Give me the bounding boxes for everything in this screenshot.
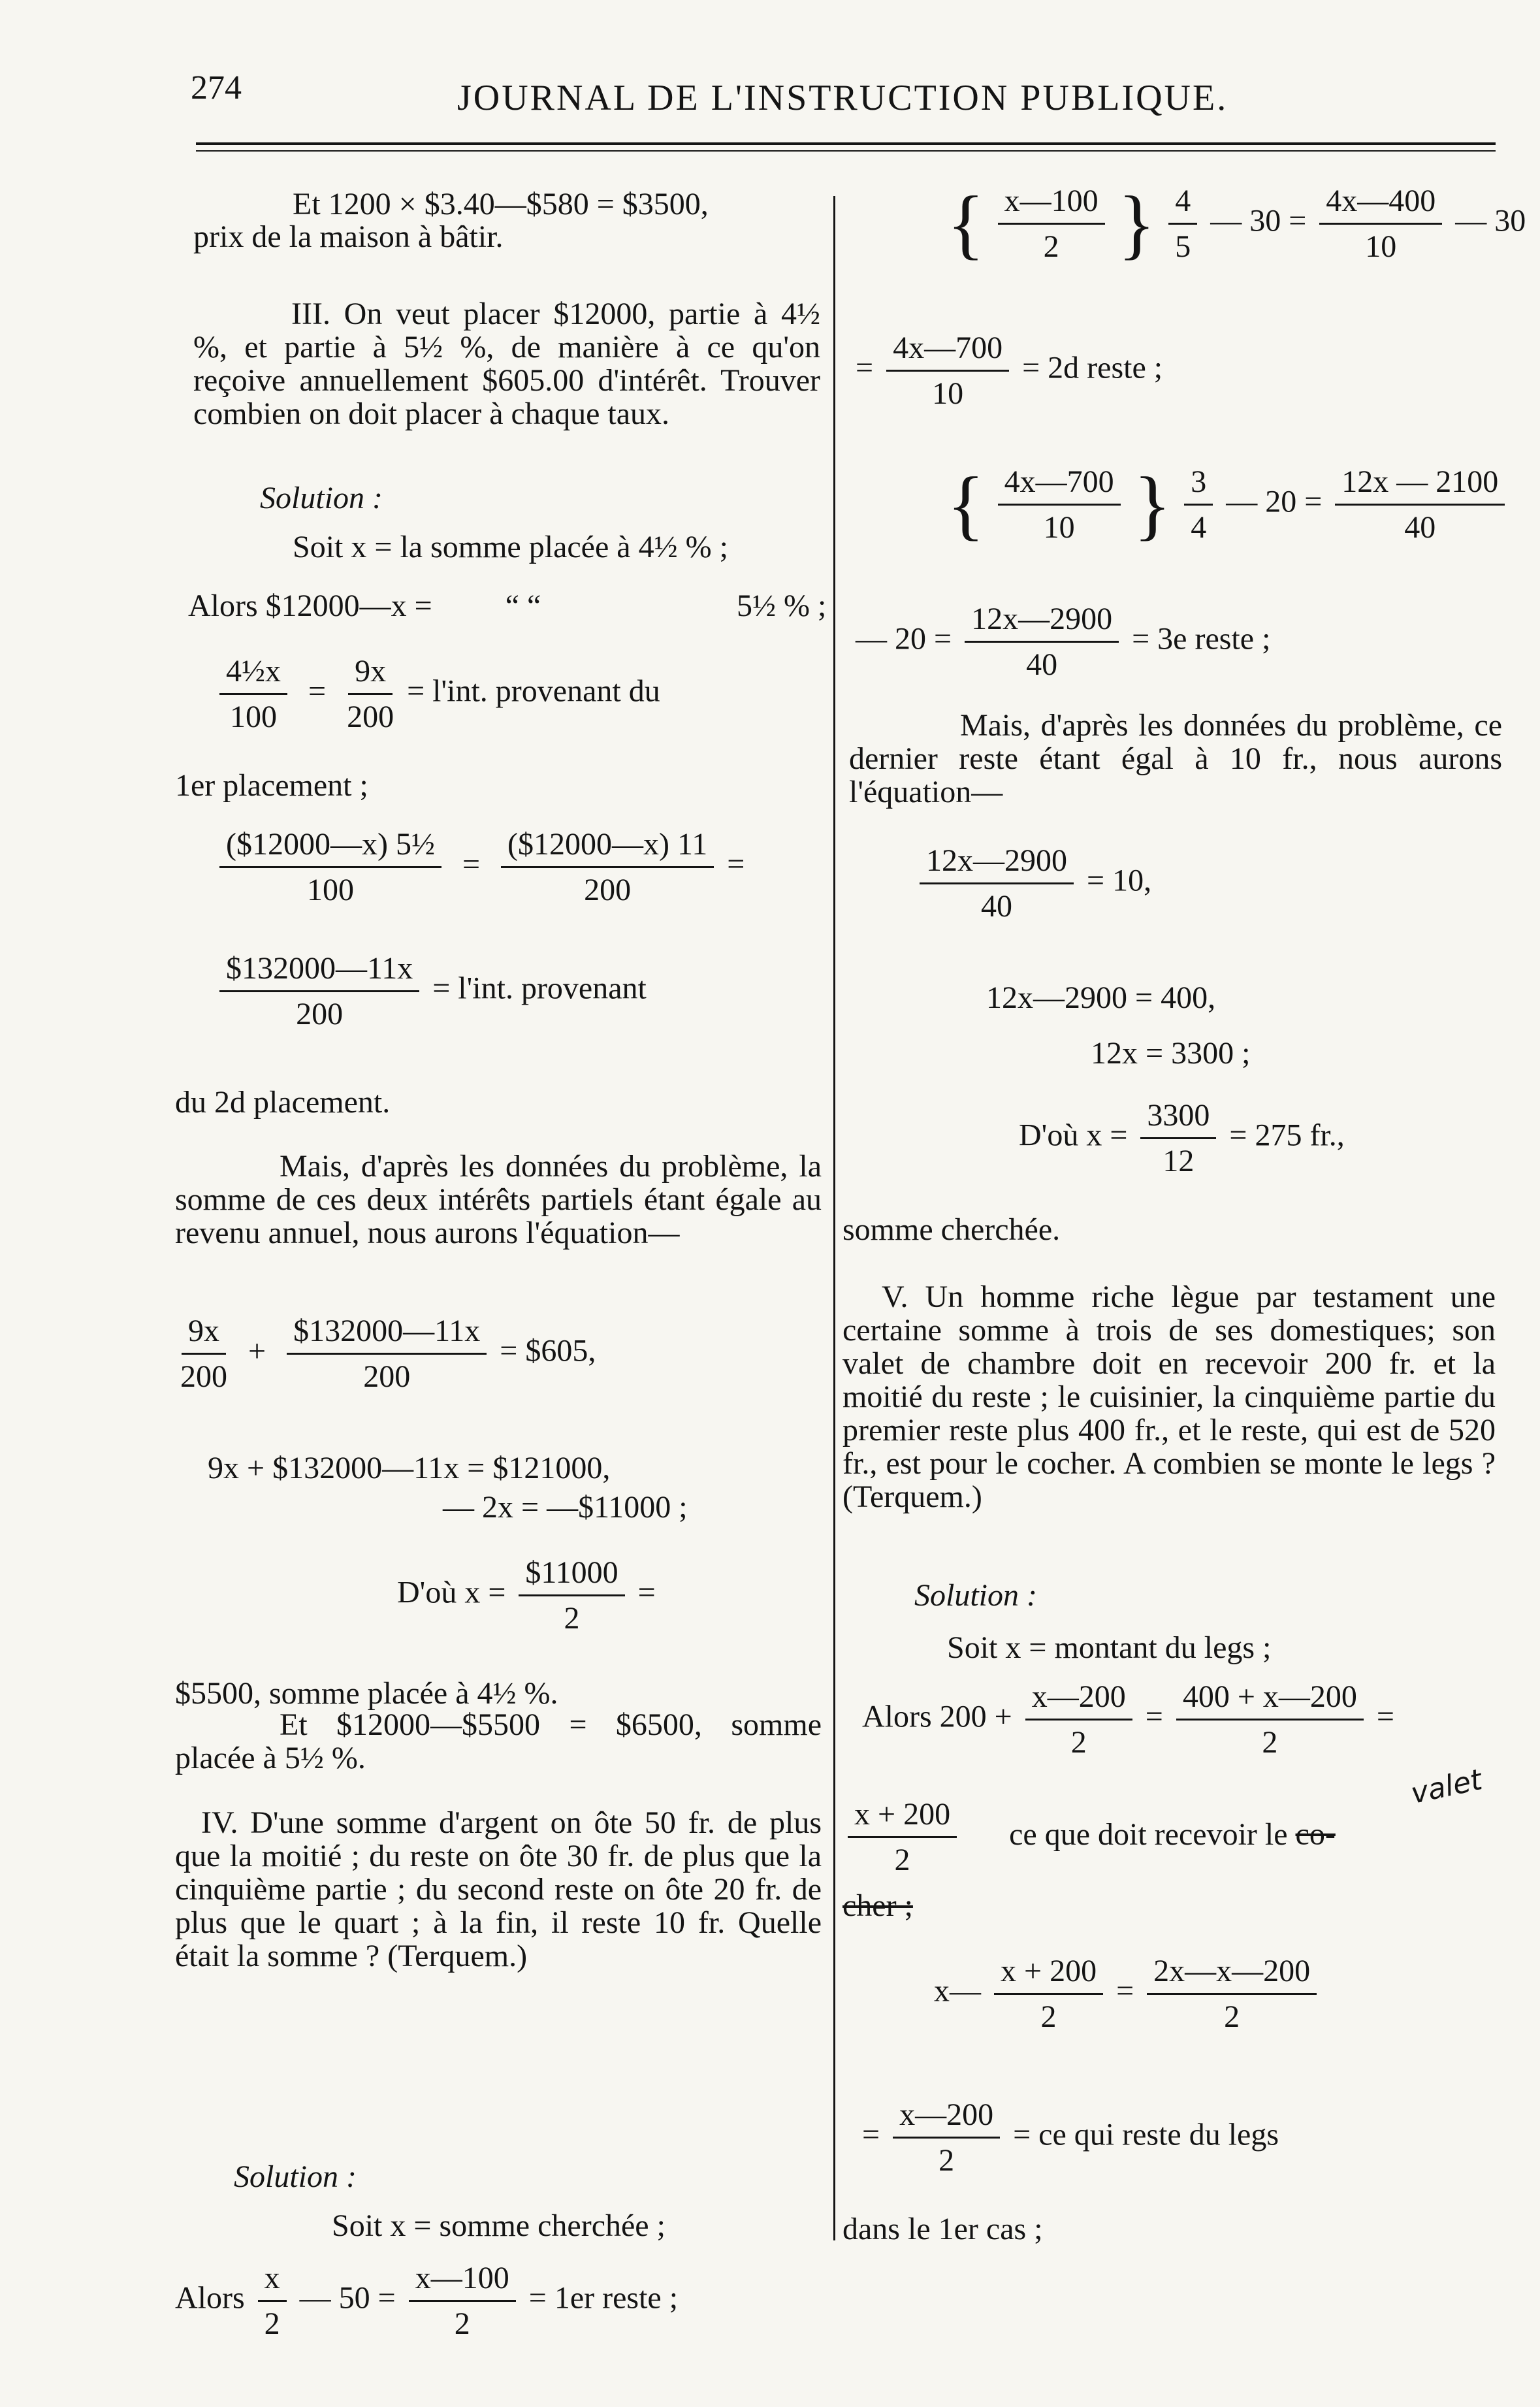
fraction bbox=[347, 653, 394, 735]
numerator: 12x — 2100 bbox=[1335, 464, 1505, 506]
text-line: dans le 1er cas ; bbox=[842, 2212, 1043, 2246]
fraction bbox=[1335, 464, 1505, 545]
denominator: 200 bbox=[584, 873, 632, 908]
fraction bbox=[219, 950, 419, 1032]
numerator: $132000—11x bbox=[219, 950, 419, 992]
fraction bbox=[920, 843, 1074, 924]
text: Alors bbox=[175, 2280, 245, 2316]
fraction bbox=[1025, 1679, 1132, 1760]
denominator: 2 bbox=[1070, 1725, 1087, 1760]
text: D'où x = bbox=[397, 1575, 506, 1610]
denominator: 100 bbox=[230, 700, 277, 735]
fraction bbox=[998, 183, 1105, 265]
text-line: prix de la maison à bâtir. bbox=[193, 219, 504, 254]
denominator: 200 bbox=[363, 1359, 411, 1395]
equation-block: $\frac{\text{4½x}}{100}$ = $\frac{9x}{200}$ = l'int. provenant du bbox=[214, 653, 660, 735]
numerator: 4x—700 bbox=[886, 330, 1009, 372]
equation-block: Alors 200 + $\frac{x—200}{2}$ = $\frac{400 + x—200}{2}$ = bbox=[862, 1679, 1394, 1760]
denominator: 40 bbox=[981, 889, 1012, 924]
fraction bbox=[994, 1953, 1103, 2035]
numerator: 3300 bbox=[1140, 1097, 1216, 1139]
struck-text: co- bbox=[1295, 1817, 1336, 1852]
text: Alors $12000—x = bbox=[188, 589, 432, 623]
equation-line: 12x—2900 = 400, bbox=[986, 980, 1216, 1015]
paragraph: Et $12000—$5500 = $6500, somme placée à 5½ %. bbox=[175, 1707, 822, 1775]
numerator: 4 bbox=[1168, 183, 1197, 225]
text: = 3e reste ; bbox=[1132, 621, 1271, 656]
fraction bbox=[1147, 1953, 1317, 2035]
text: = 2d reste ; bbox=[1022, 350, 1163, 385]
equation-line: Soit x = la somme placée à 4½ % ; bbox=[293, 530, 728, 564]
handwritten-annotation: valet bbox=[1407, 1763, 1485, 1811]
fraction bbox=[219, 826, 441, 908]
problem-iii: III. On veut placer $12000, partie à 4½ %, et partie à 5½ %, de manière à ce qu'on reçoive annuellement $605.00 d'intérêt. Trouver combien on doit placer à chaque taux. bbox=[193, 297, 820, 431]
text: D'où x = bbox=[1019, 1118, 1128, 1153]
equation-line: Soit x = montant du legs ; bbox=[947, 1630, 1272, 1665]
numerator: 9x bbox=[182, 1313, 226, 1355]
text: = $605, bbox=[500, 1333, 596, 1368]
denominator: 2 bbox=[894, 1843, 910, 1878]
denominator: 2 bbox=[1043, 229, 1059, 265]
denominator: 2 bbox=[454, 2306, 470, 2342]
numerator: 4½x bbox=[219, 653, 287, 695]
numerator: 400 + x—200 bbox=[1176, 1679, 1364, 1720]
numerator: ($12000—x) 11 bbox=[501, 826, 714, 868]
numerator: 3 bbox=[1184, 464, 1213, 506]
fraction bbox=[848, 1796, 957, 1878]
text-line: Et 1200 × $3.40—$580 = $3500, bbox=[293, 187, 709, 221]
running-head: JOURNAL DE L'INSTRUCTION PUBLIQUE. bbox=[457, 78, 1228, 118]
paragraph: Mais, d'après les données du problème, ce dernier reste étant égal à 10 fr., nous aurons l'équation— bbox=[849, 708, 1502, 809]
fraction bbox=[519, 1555, 624, 1636]
text: — 50 = bbox=[299, 2280, 396, 2316]
equation-block: D'où x = $\frac{\$11000}{2}$ = bbox=[397, 1555, 656, 1636]
text: — 30 = bbox=[1210, 203, 1307, 238]
numerator: x—200 bbox=[1025, 1679, 1132, 1720]
equation-block: { $\frac{4x—700}{10}$ } $\frac{3}{4}$ — 20 = $\frac{12x — 2100}{40}$ bbox=[947, 464, 1510, 545]
equation-block: $\frac{\text{(\$12000—x) 5½}}{100}$ = $\frac{(\$12000—x) 11}{200}$ = bbox=[214, 826, 745, 908]
equation-block bbox=[842, 1796, 1336, 1878]
denominator: 40 bbox=[1404, 510, 1436, 545]
fraction bbox=[1168, 183, 1197, 265]
header-rule-top bbox=[196, 142, 1496, 145]
numerator: 2x—x—200 bbox=[1147, 1953, 1317, 1995]
fraction bbox=[1319, 183, 1442, 265]
denominator: 2 bbox=[938, 2143, 955, 2178]
fraction bbox=[965, 601, 1119, 683]
equation-block: = $\frac{x—200}{2}$ = ce qui reste du legs bbox=[862, 2097, 1279, 2178]
fraction bbox=[886, 330, 1009, 412]
numerator: x + 200 bbox=[848, 1796, 957, 1838]
header-rule-bottom bbox=[196, 150, 1496, 152]
fraction bbox=[180, 1313, 227, 1395]
denominator: 2 bbox=[264, 2306, 280, 2342]
denominator: 12 bbox=[1163, 1144, 1195, 1179]
numerator: $11000 bbox=[519, 1555, 624, 1596]
text: — 20 = bbox=[1226, 484, 1323, 519]
text: x— bbox=[934, 1973, 981, 2009]
equation-block: = $\frac{4x—700}{10}$ = 2d reste ; bbox=[856, 331, 1163, 412]
struck-text: cher ; bbox=[842, 1888, 913, 1923]
text: = l'int. provenant du bbox=[407, 673, 660, 709]
ditto-marks: “ “ bbox=[505, 589, 541, 623]
text: 5½ % ; bbox=[737, 589, 827, 623]
solution-label: Solution : bbox=[234, 2159, 357, 2194]
text: = l'int. provenant bbox=[432, 971, 647, 1006]
numerator: x bbox=[258, 2260, 287, 2302]
equation-block bbox=[175, 2260, 678, 2342]
denominator: 2 bbox=[564, 1601, 580, 1636]
numerator: 12x—2900 bbox=[965, 601, 1119, 643]
equation-line: 12x = 3300 ; bbox=[1091, 1036, 1251, 1071]
numerator: 4x—400 bbox=[1319, 183, 1442, 225]
equation-block: x— $\frac{x + 200}{2}$ = $\frac{2x—x—200}{2}$ bbox=[934, 1953, 1322, 2035]
text: Alors 200 + bbox=[862, 1699, 1012, 1734]
numerator: 9x bbox=[348, 653, 393, 695]
fraction bbox=[219, 653, 287, 735]
equation-line bbox=[188, 588, 541, 624]
column-divider bbox=[833, 196, 835, 2240]
problem-v: V. Un homme riche lègue par testament une certaine somme à trois de ses domestiques; son valet de chambre doit en recevoir 200 fr. et la moitié du reste ; le cuisinier, la cinquième partie du premier reste plus 400 fr., et le reste, qui est de 520 fr., est pour le cocher. A combien se monte le legs ? (Terquem.) bbox=[842, 1280, 1496, 1514]
numerator: ($12000—x) 5½ bbox=[219, 826, 441, 868]
numerator: x—200 bbox=[893, 2097, 1000, 2139]
fraction bbox=[258, 2260, 287, 2342]
fraction bbox=[1176, 1679, 1364, 1760]
text: = 1er reste ; bbox=[528, 2280, 679, 2316]
numerator: $132000—11x bbox=[287, 1313, 487, 1355]
numerator: 4x—700 bbox=[998, 464, 1121, 506]
numerator: 12x—2900 bbox=[920, 843, 1074, 884]
equation-block: { $\frac{x—100}{2}$ } $\frac{4}{5}$ — 30 = $\frac{4x—400}{10}$ — 30 bbox=[947, 180, 1526, 267]
denominator: 10 bbox=[932, 376, 964, 412]
equation-block bbox=[914, 843, 1151, 924]
denominator: 200 bbox=[347, 700, 394, 735]
equation-block bbox=[214, 950, 647, 1032]
fraction bbox=[287, 1313, 487, 1395]
denominator: 4 bbox=[1191, 510, 1207, 545]
denominator: 10 bbox=[1043, 510, 1075, 545]
denominator: 200 bbox=[296, 997, 344, 1032]
numerator: x—100 bbox=[409, 2260, 516, 2302]
solution-label: Solution : bbox=[914, 1578, 1037, 1613]
numerator: x + 200 bbox=[994, 1953, 1103, 1995]
text-line: du 2d placement. bbox=[175, 1085, 391, 1120]
denominator: 200 bbox=[180, 1359, 227, 1395]
denominator: 10 bbox=[1365, 229, 1397, 265]
page-number: 274 bbox=[191, 69, 242, 106]
text: ce que doit recevoir le bbox=[1009, 1817, 1288, 1852]
fraction bbox=[409, 2260, 516, 2342]
text: — 30 bbox=[1455, 203, 1526, 238]
denominator: 40 bbox=[1026, 647, 1058, 683]
denominator: 2 bbox=[1224, 1999, 1240, 2035]
denominator: 2 bbox=[1262, 1725, 1278, 1760]
fraction bbox=[501, 826, 714, 908]
denominator: 5 bbox=[1175, 229, 1191, 265]
text: = 10, bbox=[1087, 863, 1152, 898]
numerator: x—100 bbox=[998, 183, 1105, 225]
fraction bbox=[1184, 464, 1213, 545]
text: — 20 = bbox=[856, 621, 952, 656]
fraction bbox=[998, 464, 1121, 545]
equation-block bbox=[856, 601, 1270, 683]
denominator: 2 bbox=[1040, 1999, 1057, 2035]
text-line: somme cherchée. bbox=[842, 1212, 1061, 1247]
fraction bbox=[893, 2097, 1000, 2178]
text-line: 1er placement ; bbox=[175, 768, 368, 803]
text: = 275 fr., bbox=[1229, 1118, 1345, 1153]
solution-label: Solution : bbox=[260, 481, 383, 515]
equation-block bbox=[1019, 1097, 1345, 1179]
denominator: 100 bbox=[306, 873, 354, 908]
equation-block: $\frac{9x}{200}$ + $\frac{\$132000—11x}{200}$ = $605, bbox=[180, 1314, 596, 1395]
text: = ce qui reste du legs bbox=[1013, 2117, 1279, 2152]
text-line: $5500, somme placée à 4½ %. bbox=[175, 1676, 558, 1711]
equation-line: Soit x = somme cherchée ; bbox=[332, 2208, 666, 2243]
fraction bbox=[1140, 1097, 1216, 1179]
problem-iv: IV. D'une somme d'argent on ôte 50 fr. de plus que la moitié ; du reste on ôte 30 fr. de plus que la cinquième partie ; du second reste on ôte 20 fr. de plus que le quart ; à la fin, il reste 10 fr. Quelle était la somme ? (Terquem.) bbox=[175, 1805, 822, 1973]
equation-line: — 2x = —$11000 ; bbox=[443, 1490, 688, 1525]
equation-line: 9x + $132000—11x = $121000, bbox=[208, 1451, 611, 1485]
paragraph: Mais, d'après les données du problème, la somme de ces deux intérêts partiels étant égale au revenu annuel, nous aurons l'équation— bbox=[175, 1149, 822, 1250]
